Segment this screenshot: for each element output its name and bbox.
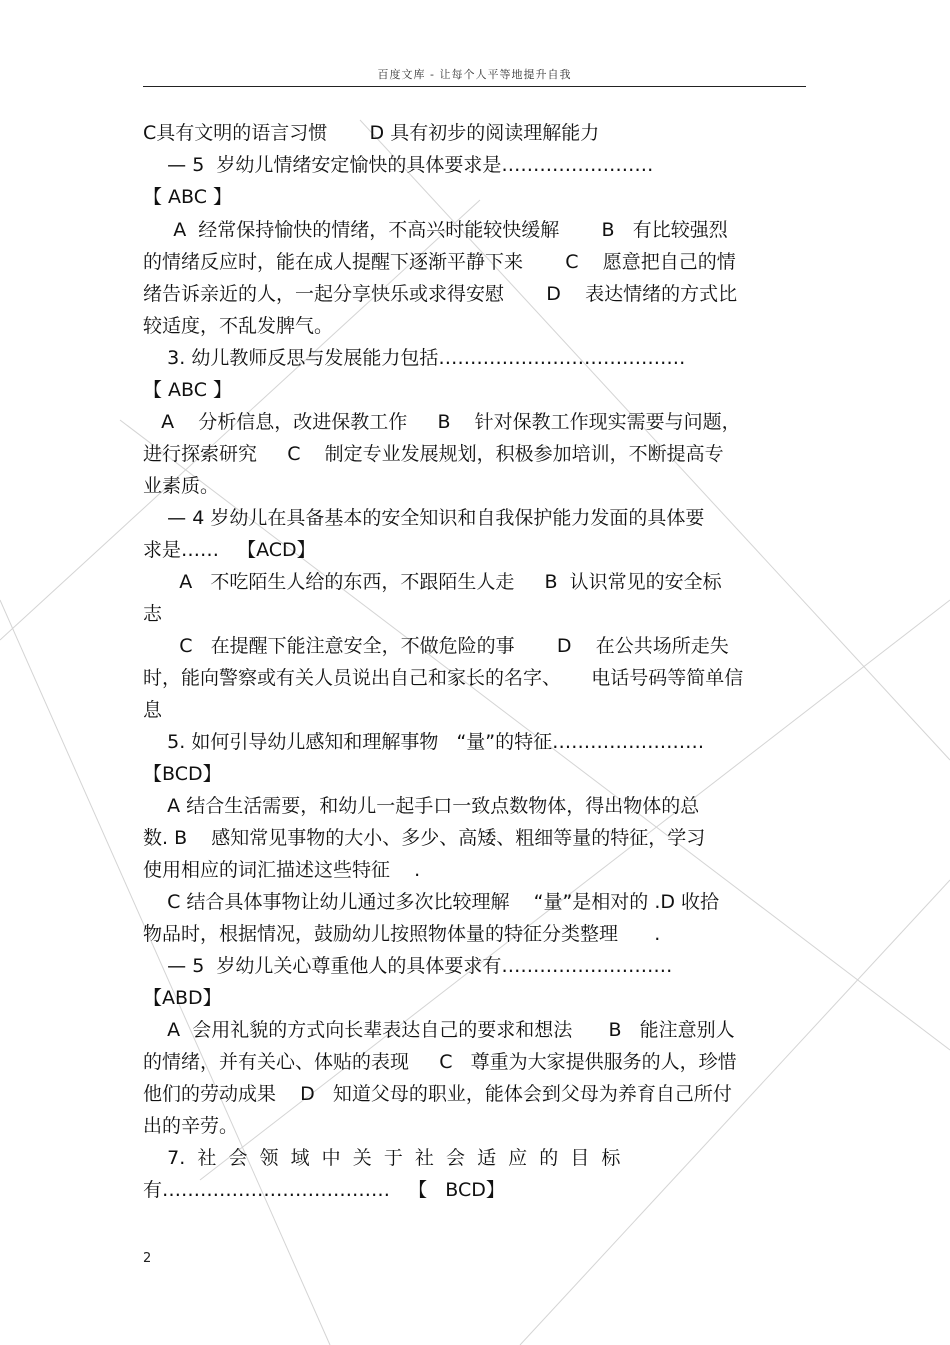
body-line: 5. 如何引导幼儿感知和理解事物 “量”的特征…………………… xyxy=(143,731,705,753)
body-line: 求是…… 【ACD】 xyxy=(143,539,316,561)
body-line: 进行探索研究 C 制定专业发展规划，积极参加培训，不断提高专 xyxy=(143,443,724,465)
body-line: 的情绪反应时，能在成人提醒下逐渐平静下来 C 愿意把自己的情 xyxy=(143,251,736,273)
body-line: 较适度，不乱发脾气。 xyxy=(143,315,334,337)
body-line: 绪告诉亲近的人，一起分享快乐或求得安慰 D 表达情绪的方式比 xyxy=(143,283,738,305)
body-line: 时，能向警察或有关人员说出自己和家长的名字、 电话号码等简单信 xyxy=(143,667,744,689)
page-header: 百度文库 - 让每个人平等地提升自我 xyxy=(377,68,572,81)
body-line: C具有文明的语言习惯 D 具有初步的阅读理解能力 xyxy=(143,122,600,144)
body-line: 志 xyxy=(143,603,163,625)
body-line: C 在提醒下能注意安全，不做危险的事 D 在公共场所走失 xyxy=(143,635,729,657)
body-line: 的情绪，并有关心、体贴的表现 C 尊重为大家提供服务的人，珍惜 xyxy=(143,1051,737,1073)
page-number: 2 xyxy=(143,1251,152,1266)
body-line: 数. B 感知常见事物的大小、多少、高矮、粗细等量的特征，学习 xyxy=(143,827,706,849)
body-line: 有……………………………… 【 BCD】 xyxy=(143,1179,505,1201)
header-divider xyxy=(143,86,806,87)
body-line: 出的辛劳。 xyxy=(143,1115,239,1137)
body-line: 息 xyxy=(143,699,163,721)
answer-line: 【ABD】 xyxy=(143,987,222,1009)
body-line: A 经常保持愉快的情绪，不高兴时能较快缓解 B 有比较强烈 xyxy=(143,219,728,241)
answer-line: 【 ABC 】 xyxy=(143,186,233,208)
answer-line: 【 ABC 】 xyxy=(143,379,233,401)
body-line: C 结合具体事物让幼儿通过多次比较理解 “量”是相对的 .D 收拾 xyxy=(143,891,720,913)
body-line: A 结合生活需要，和幼儿一起手口一致点数物体，得出物体的总 xyxy=(143,795,700,817)
body-line: 7. 社 会 领 域 中 关 于 社 会 适 应 的 目 标 xyxy=(143,1147,621,1169)
body-line: 物品时，根据情况，鼓励幼儿按照物体量的特征分类整理 . xyxy=(143,923,661,945)
body-line: 他们的劳动成果 D 知道父母的职业，能体会到父母为养育自己所付 xyxy=(143,1083,732,1105)
answer-line: 【BCD】 xyxy=(143,763,222,785)
body-line: 3. 幼儿教师反思与发展能力包括………………………………… xyxy=(143,347,686,369)
body-line: 使用相应的词汇描述这些特征 . xyxy=(143,859,421,881)
body-line: 业素质。 xyxy=(143,475,220,497)
body-line: A 不吃陌生人给的东西，不跟陌生人走 B 认识常见的安全标 xyxy=(143,571,722,593)
body-line: A 会用礼貌的方式向长辈表达自己的要求和想法 B 能注意别人 xyxy=(143,1019,735,1041)
body-line: — 4 岁幼儿在具备基本的安全知识和自我保护能力发面的具体要 xyxy=(143,507,705,529)
body-line: — 5 岁幼儿情绪安定愉快的具体要求是…………………… xyxy=(143,154,654,176)
body-line: — 5 岁幼儿关心尊重他人的具体要求有……………………… xyxy=(143,955,673,977)
body-line: A 分析信息，改进保教工作 B 针对保教工作现实需要与问题， xyxy=(143,411,741,433)
